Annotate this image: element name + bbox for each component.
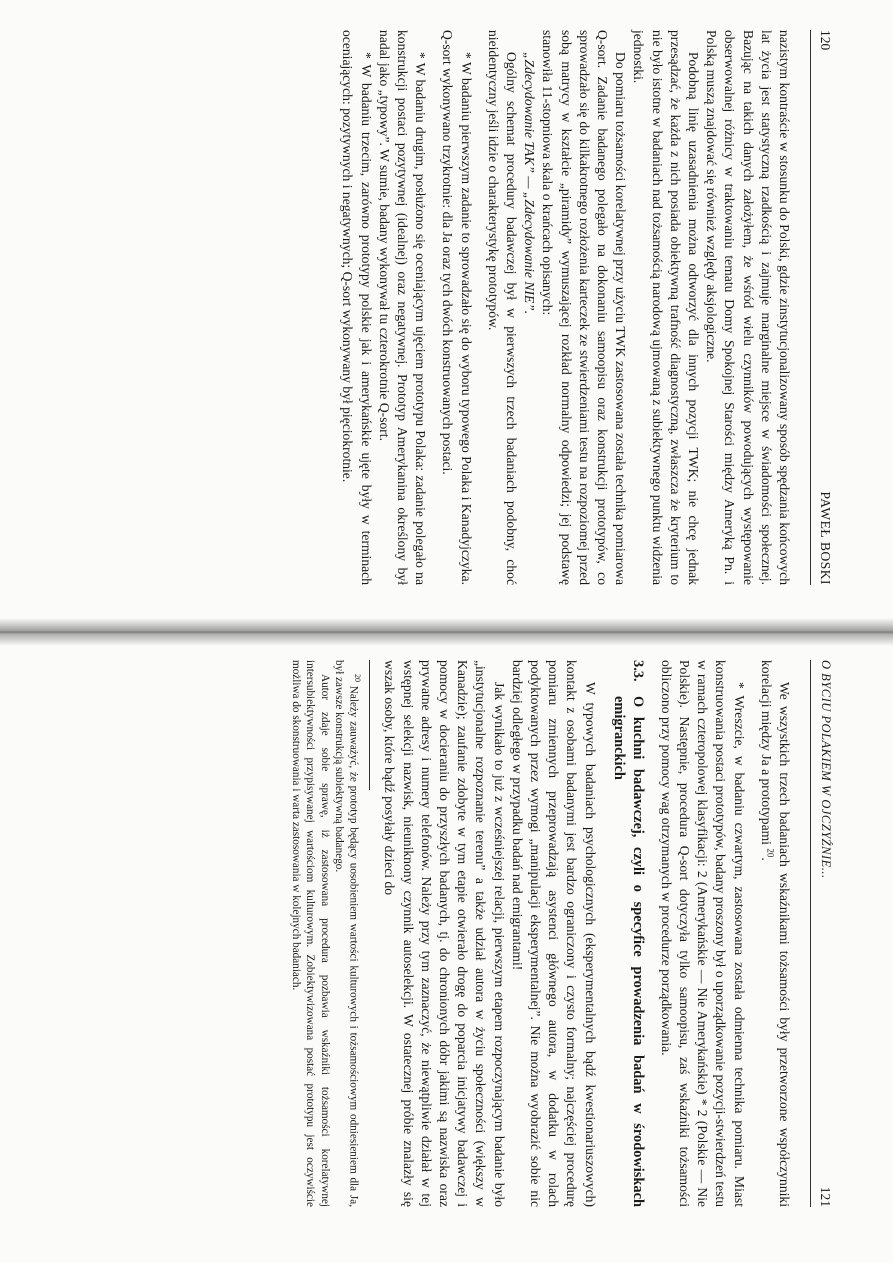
right-page-header (810, 660, 833, 1207)
section-number: 3.3. (629, 660, 646, 682)
page-number: 121 (818, 1186, 833, 1207)
paragraph: nazistym kontraście w stosunku do Polski, gdzie zinstytucjonalizowany sposób spędzania końcowych lat życia jest statystyczną rzadkością i zajmuje marginalne miejsce w świadomości społecznej. Bazując na takich danych założyłem, że wśród wielu czynników powodujących występowanie obserwowalnej różnicy w traktowaniu tematu Domy Spokojnej Starości między Ameryką Pn. i Polską muszą znajdować się również względy aksjologiczne. (704, 30, 792, 585)
right-page (0, 640, 893, 1263)
page-number: 120 (818, 30, 833, 51)
section-heading (609, 660, 647, 1207)
paragraph: Do pomiaru tożsamości korelatywnej przy użyciu TWK zastosowana została technika pomiarowa Q-sort. Zadanie badanego polegało na dokonaniu samoopisu oraz konstrukcji prototypów, co sprowadzało się do kilkakrotnego rozłożenia karteczek ze stwierdzeniami testu na rozpoziomej przed sobą matrycy w kształcie „piramidy” wymuszającej rozkład normalny odpowiedzi; jej podstawę stanowiła 11-stopniowa skala o krańcach opisanych: (540, 30, 629, 585)
paragraph: W typowych badaniach psychologicznych (eksperymentalnych bądź kwestionariuszowych) kontakt z osobami badanymi jest bardzo ograniczony i czysto formalny; najczęściej procedurę pomiaru zmiennych przeprowadzają asystenci głównego autora, w dodatku w rolach podyktowanych przez wymogi „manipulacji eksperymentalnej”. Nie można wyobrazić sobie nic bardziej odległego w przypadku badań nad emigrantami! (509, 660, 598, 1207)
footnote-paragraph: Autor zdaje sobie sprawę, iż zastosowana procedura pozbawia wskaźniki tożsamości korelatywnej intersubiektywności przypisywanej wartościom kulturowym. Zobiektywizowana postać prototypu jest oczywiście możliwa do skonstruowania i warta zastosowania w kolejnych badaniach. (289, 660, 331, 1207)
footnote-number: 20 (353, 674, 363, 682)
footnote (288, 660, 364, 1207)
footnote-text: Należy zauważyć, że prototyp będący uosobieniem wartości kulturowych i tożsamościowym odniesieniem dla Ja, był zawsze konstrukcją subiektywną badanego. (333, 660, 360, 1208)
paragraph: Podobną linię uzasadnienia można odtworzyć dla innych pozycji TWK; nie chcę jednak przesądzać, że każda z nich posiada obiektywną trafność diagnostyczną, zwłaszcza że kryterium to nie było istotne w badaniach nad tożsamością narodową ujmowaną z subiektywnego punktu widzenia jednostki. (631, 30, 701, 585)
left-page-body (338, 30, 793, 585)
running-head: PAWEŁ BOSKI (818, 491, 833, 585)
footnote-paragraph (332, 660, 365, 1207)
paragraph: * W badaniu trzecim, zarówno prototypy polskie jak i amerykańskie ujęte były w terminach oceniających: pozytywnych i negatywnych; Q-sort wykonywany był pięciokrotnie. (340, 30, 374, 585)
paragraph-text: We wszystkich trzech badaniach wskaźnikami tożsamości były przetworzone współczynniki korelacji między Ja a prototypami (758, 660, 792, 1207)
left-page (0, 0, 893, 625)
quoted-scale: „Zdecydowanie TAK” — „Zdecydowanie NIE”. (522, 52, 538, 315)
section-title: O kuchni badawczej, czyli o specyfice prowadzenia badań w środowiskach emigranckich (610, 696, 646, 1207)
footnote-reference: 20 (765, 848, 776, 858)
paragraph: * W badaniu drugim, posłużono się oceniającym ujęciem prototypu Polaka: zadanie polegało na konstrukcji postaci pozytywnej (idealnej) oraz negatywnej. Prototyp Amerykanina określony był nadal jako „typowy”. W sumie, badany wykonywał tu czterokrotnie Q-sort. (376, 30, 429, 585)
paragraph: * Wreszcie, w badaniu czwartym, zastosowana została odmienna technika pomiaru. Miast konstruowania postaci prototypów, badany proszony był o uporządkowanie pozycji-stwierdzeń testu w ramach czteropolowej klasyfikacji: 2 (Amerykańskie — Nie Amerykańskie) * 2 (Polskie — Nie Polskie). Następnie, procedura Q-sort dotyczyła tylko samoopisu, zaś wskaźniki tożsamości obliczono przy pomocy wag otrzymanych w procedurze porządkowania. (658, 660, 747, 1207)
right-page-body (288, 660, 793, 1207)
paragraph: Ogólny schemat procedury badawczej był w pierwszych trzech badaniach podobny, choć nieidentyczny jeśli idzie o charakterystykę prototypów. (485, 30, 519, 585)
left-page-header (810, 30, 833, 585)
paragraph: * W badaniu pierwszym zadanie to sprowadzało się do wyboru typowego Polaka i Kanadyjczyka. Q-sort wykonywano trzykrotnie: dla Ja oraz tych dwóch konstruowanych postaci. (440, 30, 474, 585)
running-head: O BYCIU POLAKIEM W OJCZYŹNIE... (819, 660, 833, 879)
paragraph: We wszystkich trzech badaniach wskaźnikami tożsamości były przetworzone współczynniki korelacji między Ja a prototypami $^{20}$. (758, 660, 792, 1207)
paragraph: Jak wynikało to już z wcześniejszej relacji, pierwszym etapem rozpoczynającym badanie było „instytucjonalne rozpoznanie terenu” a także udział autora w życiu społeczności (większy w Kanadzie); zaufanie zdobyte w tym etapie otwierało drogę do poparcia inicjatywy badawczej i pomocy w docieraniu do przyszłych badanych, tj. do chronionych dóbr jakimi są nazwiska oraz prywatne adresy i numery telefonów. Należy przy tym zaznaczyć, że niewątpliwie działał w tej wstępnej selekcji nazwisk, nieuniknony czynnik autoselekcji. W ostatecznej próbie znalazły się wszak osoby, które bądź posyłały dzieci do (382, 660, 507, 1207)
footnote-rule (369, 660, 370, 790)
